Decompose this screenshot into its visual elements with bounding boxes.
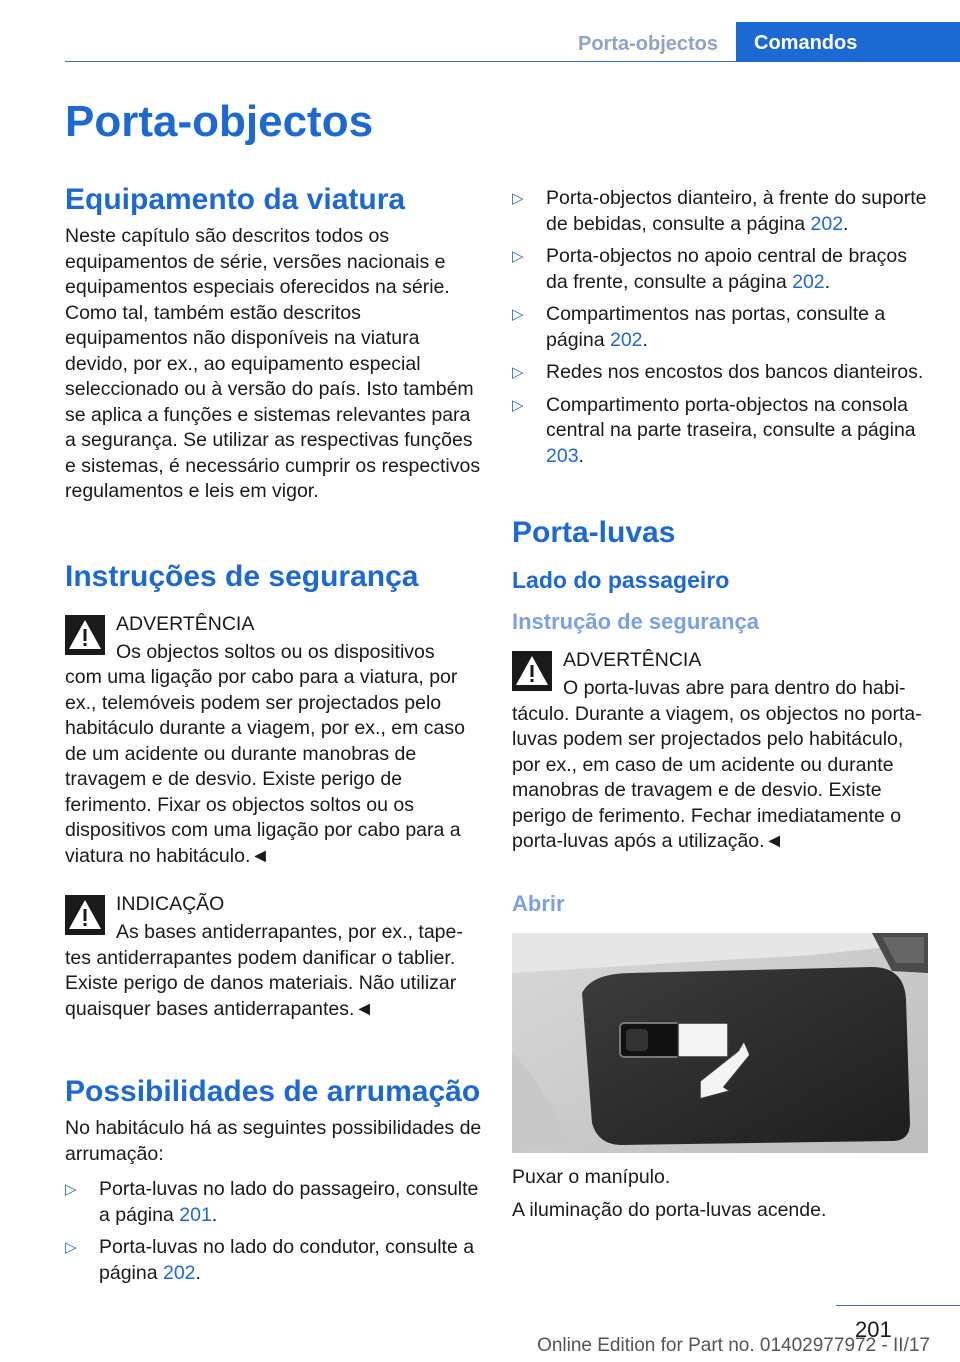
storage-list-right: [512, 186, 930, 469]
heading-glovebox: Porta-luvas: [512, 516, 676, 549]
header-chapter-tab: Comandos: [736, 22, 960, 62]
triangle-right-bullet-icon: ▷: [65, 1181, 77, 1198]
triangle-right-bullet-icon: ▷: [512, 364, 524, 381]
warning-box-3: [512, 647, 930, 855]
storage-intro: No habitáculo há as seguintes possibilidades de arrumação:: [65, 1117, 482, 1165]
page-link[interactable]: 202: [162, 1261, 196, 1284]
glovebox-photo: [512, 933, 930, 1153]
warning-1-first-line: Os objectos soltos ou os dispositivos: [116, 640, 435, 663]
heading-open: Abrir: [512, 890, 565, 916]
page-title: Porta-objectos: [65, 97, 374, 146]
triangle-right-bullet-icon: ▷: [512, 396, 524, 414]
list-item: ▷ Compartimentos nas portas, consulte a página 202.: [512, 303, 886, 351]
warning-triangle-icon: [512, 651, 552, 691]
heading-equipment: Equipamento da viatura: [65, 183, 406, 216]
warning-3-title: ADVERTÊNCIA: [563, 649, 702, 671]
heading-passenger-side: Lado do passageiro: [512, 567, 730, 593]
footer-edition: Online Edition for Part no. 01402977972 - II/17: [537, 1335, 930, 1356]
list-item: ▷ Compartimento porta-objectos na consola central na parte traseira, consulte a página 203.: [512, 393, 916, 467]
warning-2-rest: tes antiderrapantes podem danificar o tablier. Existe perigo de danos materiais. Não utilizar quaisquer bases antiderrapantes.◄: [65, 946, 457, 1020]
page-number: 201: [855, 1317, 892, 1342]
page-link[interactable]: 202: [792, 270, 825, 293]
warning-triangle-icon: [65, 895, 105, 935]
heading-safety-instruction: Instrução de segurança: [512, 609, 759, 634]
glovebox-illustration: [512, 933, 928, 1153]
triangle-right-bullet-icon: ▷: [512, 190, 524, 207]
warning-1-rest: com uma ligação por cabo para a viatura, por ex., telemóveis podem ser projectados pelo habitáculo durante a viagem, por ex., em caso de um acidente ou durante manobras de travagem e de desvio. Existe perigo de ferimento. Fixar os objectos soltos ou os dispositivos com uma ligação por cabo para a viatura no habitáculo.◄: [65, 666, 465, 867]
heading-safety: Instruções de segurança: [65, 559, 419, 593]
page-link[interactable]: 203: [546, 444, 579, 467]
list-item: ▷ Porta-objectos dianteiro, à frente do suporte de bebidas, consulte a página 202.: [512, 187, 927, 235]
warning-3-body: [512, 676, 930, 855]
header-section-label: Porta-objectos: [577, 33, 719, 55]
warning-triangle-icon: [65, 615, 105, 655]
list-item: ▷ Porta-objectos no apoio central de braços da frente, consulte a página 202.: [512, 245, 907, 293]
warning-1-body: [65, 640, 482, 870]
warning-3-first-line: O porta-luvas abre para dentro do habi-: [563, 677, 906, 699]
warning-1-title: ADVERTÊNCIA: [116, 612, 255, 635]
left-column: [65, 180, 482, 1293]
page-link[interactable]: 202: [810, 212, 844, 235]
warning-3-rest: táculo. Durante a viagem, os objectos no porta-luvas podem ser projectados pelo habitáculo, por ex., em caso de um acidente ou durante manobras de travagem e de desvio. Existe perigo de ferimento. Fechar imediatamente o porta-luvas após a utilização.◄: [512, 702, 922, 852]
warning-2-body: [65, 920, 482, 1022]
warning-box-1: [65, 611, 482, 870]
open-result: A iluminação do porta-luvas acende.: [512, 1199, 827, 1221]
triangle-right-bullet-icon: ▷: [65, 1239, 77, 1256]
warning-box-2: [65, 891, 482, 1022]
footer-rule: [836, 1305, 960, 1306]
list-item: ▷ Porta-luvas no lado do passageiro, consulte a página 201.: [65, 1178, 479, 1226]
list-item: ▷ Redes nos encostos dos bancos dianteiros.: [512, 360, 930, 386]
heading-storage: Possibilidades de arrumação: [65, 1075, 481, 1108]
storage-list-left: [65, 1177, 482, 1286]
warning-2-first-line: As bases antiderrapantes, por ex., tape-: [116, 921, 463, 943]
triangle-right-bullet-icon: ▷: [512, 248, 524, 265]
right-column: [512, 186, 930, 1224]
warning-2-title: INDICAÇÃO: [116, 893, 225, 915]
page-link[interactable]: 201: [179, 1203, 212, 1226]
open-instruction: Puxar o manípulo.: [512, 1165, 671, 1188]
triangle-right-bullet-icon: ▷: [512, 306, 524, 323]
equipment-text: Neste capítulo são descritos todos os equipamentos de série, versões nacionais e equipamentos especiais oferecidos na série. Como tal, também estão descritos equipamentos não disponíveis na viatura devido, por ex., ao equipamento especial seleccionado ou à versão do país. Isto também se aplica a funções e sistemas relevantes para a segurança. Se utilizar as respectivas funções e sistemas, é necessário cumprir os respectivos regulamentos e leis em vigor.: [65, 225, 481, 502]
list-item: ▷ Porta-luvas no lado do condutor, consulte a página 202.: [65, 1236, 475, 1284]
page-link[interactable]: 202: [609, 328, 643, 351]
